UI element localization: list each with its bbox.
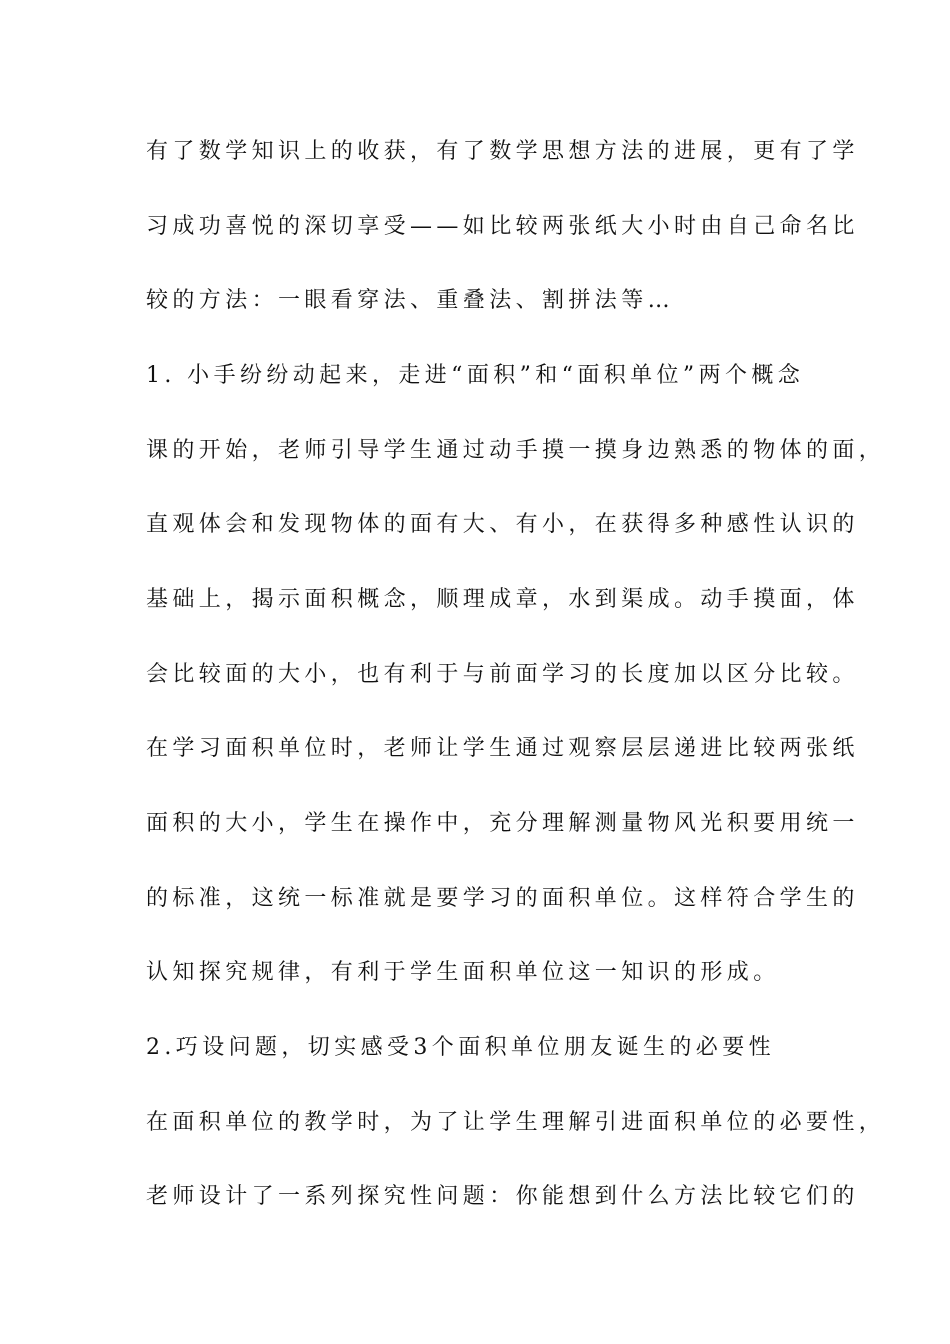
section-heading: 1. 小手纷纷动起来，走进“面积”和“面积单位”两个概念 [146,363,805,388]
text-line: 在面积单位的教学时，为了让学生理解引进面积单位的必要性， [146,1110,886,1135]
text-line: 较的方法：一眼看穿法、重叠法、割拼法等… [146,288,675,313]
text-line: 老师设计了一系列探究性问题：你能想到什么方法比较它们的 [146,1184,859,1209]
text-line: 的标准，这统一标准就是要学习的面积单位。这样符合学生的 [146,886,859,911]
text-line: 习成功喜悦的深切享受——如比较两张纸大小时由自己命名比 [146,214,859,239]
text-line: 面积的大小，学生在操作中，充分理解测量物风光积要用统一 [146,811,859,836]
section-heading: 2.巧设问题，切实感受3个面积单位朋友诞生的必要性 [146,1035,775,1060]
text-line: 认知探究规律，有利于学生面积单位这一知识的形成。 [146,960,780,985]
text-line: 基础上，揭示面积概念，顺理成章，水到渠成。动手摸面，体 [146,587,859,612]
text-line: 会比较面的大小，也有利于与前面学习的长度加以区分比较。 [146,662,859,687]
text-line: 直观体会和发现物体的面有大、有小，在获得多种感性认识的 [146,512,859,537]
text-line: 课的开始，老师引导学生通过动手摸一摸身边熟悉的物体的面， [146,438,886,463]
text-line: 有了数学知识上的收获，有了数学思想方法的进展，更有了学 [146,139,859,164]
text-line: 在学习面积单位时，老师让学生通过观察层层递进比较两张纸 [146,736,859,761]
